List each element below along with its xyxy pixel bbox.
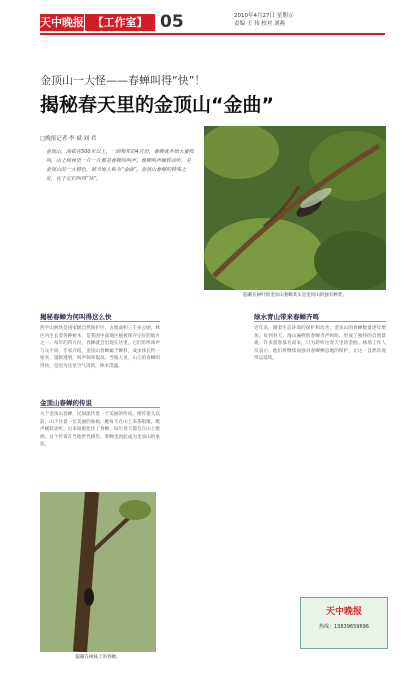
body-text: 关于金顶山春蝉，民间流传着一个美丽的传说。相传很久以前，山下住着一位美丽的姑娘，她每天在山上采茶唱歌，歌声婉转动听。后来姑娘化作了春蝉，每年春天都会在山上歌唱。这个传说在当地世代相传，春蝉也因此成为金顶山的象征。: [40, 412, 160, 448]
advert-box: [300, 597, 388, 649]
section-label: 【工作室】: [84, 14, 155, 31]
advert-phone: 热线：13839659696: [319, 624, 369, 630]
cicada-photo-illustration: [204, 126, 386, 290]
byline: □晚报记者 李 斌 刘 君: [40, 136, 97, 142]
editor-line: 责编 王 伟 校对 刘燕: [234, 21, 285, 27]
subheading: 金顶山春蝉的传说: [40, 398, 160, 408]
headline: 揭秘春天里的金顶山“金曲”: [40, 94, 274, 116]
advert-title: 天中晚报: [325, 607, 362, 617]
date-line: 2010年4月27日 星期五: [234, 13, 294, 19]
cicada-photo: [204, 126, 386, 290]
photo-caption: 隐蔽在树枝上的春蝉。: [75, 655, 121, 660]
body-text: 近年来，随着生态环境的保护和改善，金顶山的春蝉数量逐年增加。每到春天，漫山遍野的春蝉齐声鸣叫，形成了独特的自然景观。许多游客慕名而来，只为聆听这春天里的金曲。林场工作人员表示，他们将继续加强对春蝉栖息地的保护，让这一自然奇观得以延续。: [254, 326, 386, 362]
header-info: [234, 12, 293, 28]
branch-photo: [40, 492, 156, 652]
left-column-bottom: [40, 398, 160, 493]
page-number: 05: [160, 12, 184, 32]
header-rule: [40, 33, 385, 35]
newspaper-logo: 天中晚报: [40, 16, 84, 29]
subheading: 绿水青山带来春蝉齐鸣: [254, 312, 386, 322]
photo-caption: 隐蔽在树叶的金顶山春蝉其实是金顶山的独有种类。: [243, 293, 347, 298]
branch-photo-illustration: [40, 492, 156, 652]
left-column-top: [40, 312, 160, 401]
right-column: [254, 312, 386, 593]
kicker: 金顶山一大怪——春蝉叫得“快”！: [40, 74, 206, 87]
subheading: 揭秘春蝉为何叫得这么快: [40, 312, 160, 322]
body-text: 西平山林场是国家级自然保护区，占地面积三千多公顷，林区内生长着各种树木，是我国中部地区植被保存完好的地方之一。每年的四月份，春蝉就会出现在这里，它们的鸣叫声与众不同。专家介绍，金顶山春蝉属于蝉科，成虫体长约一厘米，翅膀透明，叫声频率很高。当地人说，山上的春蝉叫得快，是因为这里空气清新，林木茂盛。: [40, 326, 160, 369]
lead-paragraph: 金顶山，海拔在500米以上，一到每年的4月份，春蝉就开始大量鸣叫，山上树林里一片一片都是春蝉的叫声。春蝉叫声婉转动听，是金顶山的一大特色，被当地人称为“金曲”。金顶山春蝉的特殊之处，在于它们叫得“快”。: [46, 149, 194, 182]
